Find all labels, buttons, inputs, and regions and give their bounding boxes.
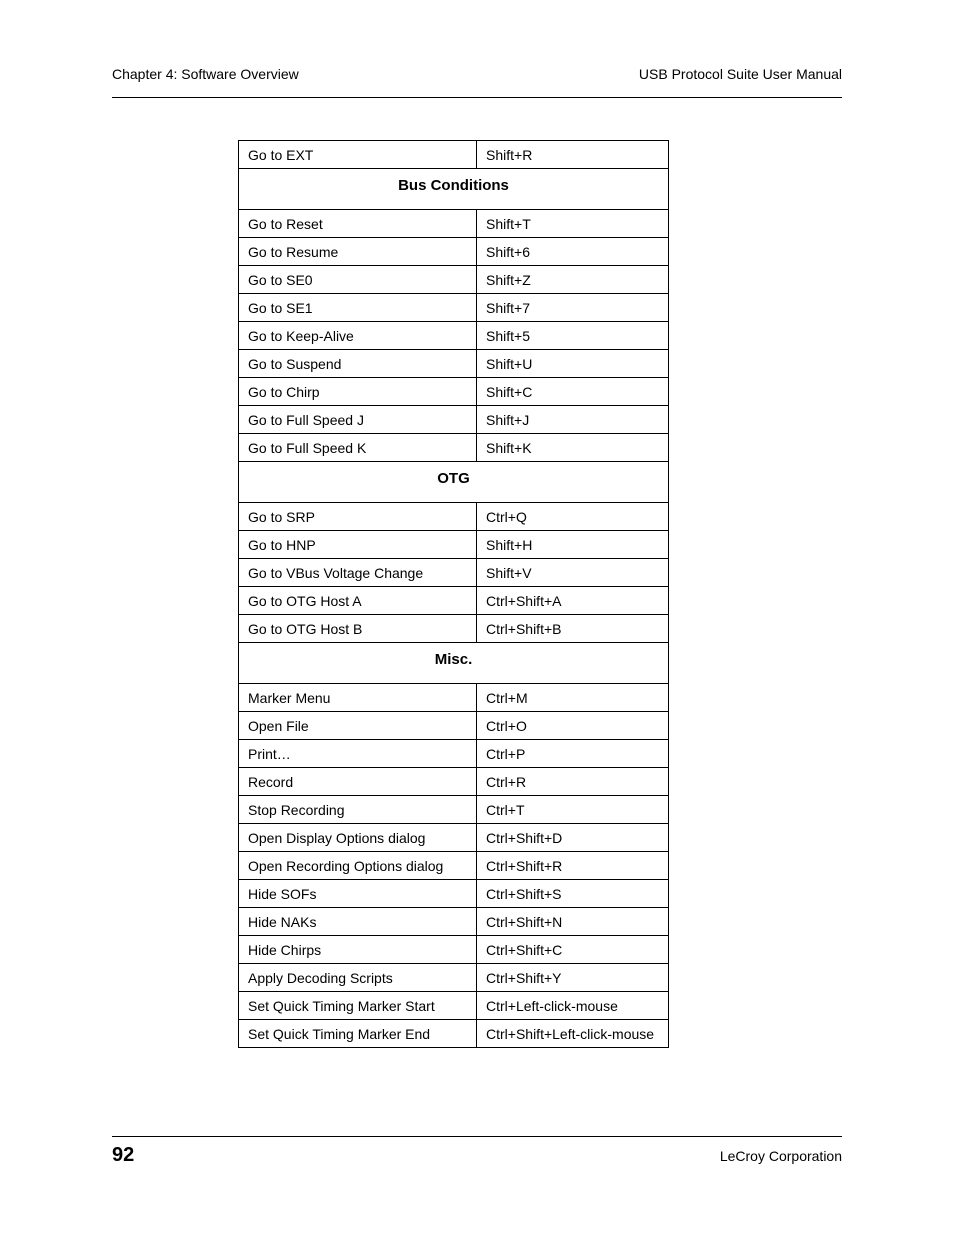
shortcut-cell: Shift+5 xyxy=(477,322,669,350)
section-header: OTG xyxy=(239,462,669,503)
table-row xyxy=(239,908,669,936)
action-cell: Go to VBus Voltage Change xyxy=(239,559,477,587)
table-row xyxy=(239,852,669,880)
table-row xyxy=(239,559,669,587)
action-cell: Apply Decoding Scripts xyxy=(239,964,477,992)
action-cell: Go to OTG Host A xyxy=(239,587,477,615)
table-row xyxy=(239,210,669,238)
table-row xyxy=(239,322,669,350)
section-header-row xyxy=(239,643,669,684)
shortcut-cell: Ctrl+Q xyxy=(477,503,669,531)
action-cell: Go to HNP xyxy=(239,531,477,559)
table-row xyxy=(239,712,669,740)
table-row xyxy=(239,238,669,266)
action-cell: Record xyxy=(239,768,477,796)
shortcut-cell: Shift+Z xyxy=(477,266,669,294)
shortcut-cell: Ctrl+Shift+C xyxy=(477,936,669,964)
shortcut-cell: Ctrl+Left-click-mouse xyxy=(477,992,669,1020)
action-cell: Go to Keep-Alive xyxy=(239,322,477,350)
action-cell: Set Quick Timing Marker End xyxy=(239,1020,477,1048)
action-cell: Go to Reset xyxy=(239,210,477,238)
shortcut-cell: Ctrl+Shift+A xyxy=(477,587,669,615)
shortcut-cell: Ctrl+O xyxy=(477,712,669,740)
action-cell: Open Display Options dialog xyxy=(239,824,477,852)
shortcut-cell: Shift+K xyxy=(477,434,669,462)
table-row xyxy=(239,684,669,712)
table-row xyxy=(239,768,669,796)
shortcut-cell: Shift+C xyxy=(477,378,669,406)
shortcut-cell: Ctrl+Shift+N xyxy=(477,908,669,936)
table-row xyxy=(239,964,669,992)
table-row xyxy=(239,587,669,615)
action-cell: Go to SE0 xyxy=(239,266,477,294)
table-row xyxy=(239,434,669,462)
action-cell: Open Recording Options dialog xyxy=(239,852,477,880)
shortcuts-table-body xyxy=(239,141,669,1048)
section-header-row xyxy=(239,169,669,210)
shortcut-cell: Shift+H xyxy=(477,531,669,559)
table-row xyxy=(239,531,669,559)
action-cell: Hide SOFs xyxy=(239,880,477,908)
table-row xyxy=(239,266,669,294)
section-header: Misc. xyxy=(239,643,669,684)
table-row xyxy=(239,294,669,322)
table-row xyxy=(239,880,669,908)
table-row xyxy=(239,936,669,964)
action-cell: Go to SRP xyxy=(239,503,477,531)
table-row xyxy=(239,503,669,531)
section-header: Bus Conditions xyxy=(239,169,669,210)
shortcut-cell: Ctrl+R xyxy=(477,768,669,796)
table-row xyxy=(239,406,669,434)
action-cell: Go to SE1 xyxy=(239,294,477,322)
shortcut-cell: Shift+T xyxy=(477,210,669,238)
action-cell: Hide NAKs xyxy=(239,908,477,936)
table-row xyxy=(239,824,669,852)
action-cell: Go to OTG Host B xyxy=(239,615,477,643)
page-number: 92 xyxy=(112,1144,135,1166)
shortcut-cell: Shift+R xyxy=(477,141,669,169)
action-cell: Marker Menu xyxy=(239,684,477,712)
footer-divider xyxy=(112,1136,842,1137)
shortcut-cell: Ctrl+P xyxy=(477,740,669,768)
keyboard-shortcuts-table xyxy=(238,140,669,1048)
shortcut-cell: Shift+V xyxy=(477,559,669,587)
action-cell: Hide Chirps xyxy=(239,936,477,964)
shortcut-cell: Ctrl+Shift+Left-click-mouse xyxy=(477,1020,669,1048)
action-cell: Go to EXT xyxy=(239,141,477,169)
table-row xyxy=(239,378,669,406)
action-cell: Go to Full Speed K xyxy=(239,434,477,462)
header-chapter-title: Chapter 4: Software Overview xyxy=(112,66,299,82)
action-cell: Open File xyxy=(239,712,477,740)
action-cell: Go to Chirp xyxy=(239,378,477,406)
shortcut-cell: Ctrl+T xyxy=(477,796,669,824)
action-cell: Set Quick Timing Marker Start xyxy=(239,992,477,1020)
shortcut-cell: Shift+J xyxy=(477,406,669,434)
table-row xyxy=(239,796,669,824)
table-row xyxy=(239,740,669,768)
shortcut-cell: Ctrl+Shift+R xyxy=(477,852,669,880)
shortcut-cell: Ctrl+M xyxy=(477,684,669,712)
shortcut-cell: Ctrl+Shift+B xyxy=(477,615,669,643)
header-divider xyxy=(112,97,842,98)
section-header-row xyxy=(239,462,669,503)
action-cell: Stop Recording xyxy=(239,796,477,824)
action-cell: Go to Resume xyxy=(239,238,477,266)
header-manual-title: USB Protocol Suite User Manual xyxy=(638,66,842,82)
table-row xyxy=(239,141,669,169)
shortcut-cell: Shift+7 xyxy=(477,294,669,322)
shortcut-cell: Ctrl+Shift+Y xyxy=(477,964,669,992)
shortcut-cell: Shift+6 xyxy=(477,238,669,266)
table-row xyxy=(239,992,669,1020)
action-cell: Go to Full Speed J xyxy=(239,406,477,434)
table-row xyxy=(239,1020,669,1048)
table-row xyxy=(239,350,669,378)
shortcut-cell: Ctrl+Shift+S xyxy=(477,880,669,908)
action-cell: Print… xyxy=(239,740,477,768)
footer-company: LeCroy Corporation xyxy=(719,1148,842,1164)
table-row xyxy=(239,615,669,643)
shortcut-cell: Shift+U xyxy=(477,350,669,378)
shortcut-cell: Ctrl+Shift+D xyxy=(477,824,669,852)
action-cell: Go to Suspend xyxy=(239,350,477,378)
